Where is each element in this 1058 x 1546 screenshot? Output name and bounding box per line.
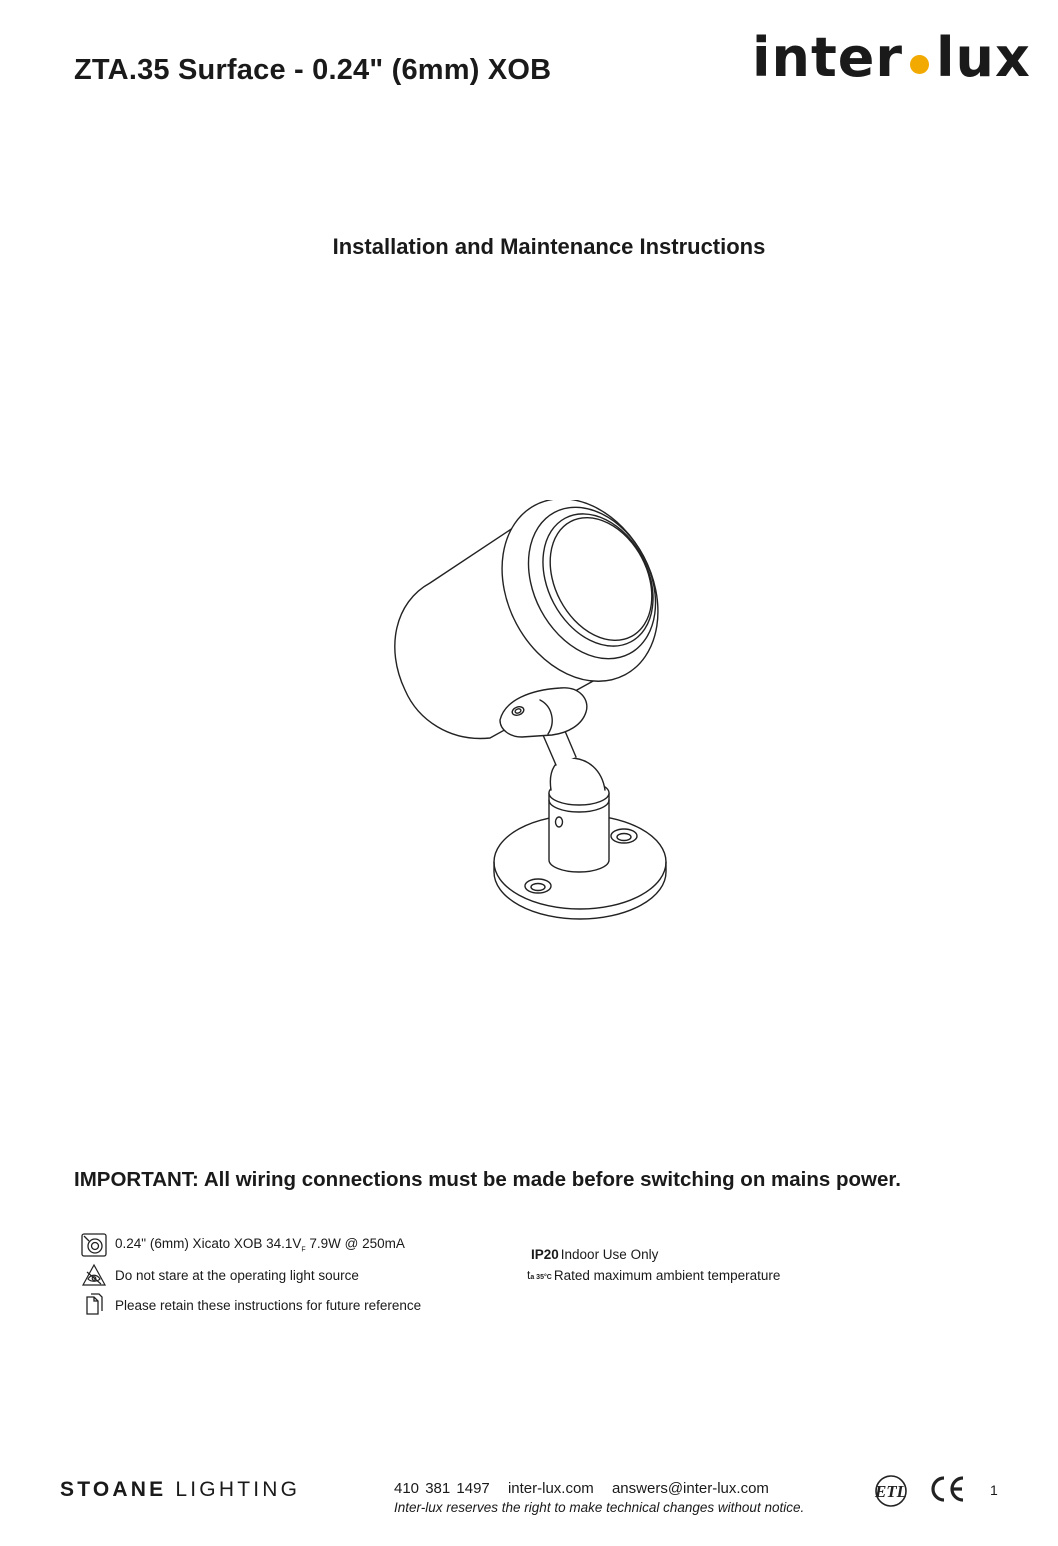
spec-led-power: 7.9W @ 250mA — [305, 1236, 405, 1252]
spec-retain — [80, 1292, 421, 1318]
ta-sub: a 35°C — [530, 1274, 552, 1281]
brand-name-light: LIGHTING — [175, 1478, 301, 1501]
led-chip-icon — [80, 1232, 110, 1258]
product-illustration — [380, 500, 680, 940]
stoane-lighting-brand — [60, 1478, 300, 1502]
rating-ip20 — [531, 1243, 658, 1265]
logo-dot — [910, 55, 929, 74]
contact-website[interactable]: inter-lux.com — [507, 1480, 594, 1497]
etl-listed-icon — [872, 1474, 910, 1508]
document-title: ZTA.35 Surface - 0.24" (6mm) XOB — [74, 54, 552, 86]
ta-text: Rated maximum ambient temperature — [553, 1267, 781, 1283]
ip-text: Indoor Use Only — [560, 1246, 659, 1262]
contact-email[interactable]: answers@inter-lux.com — [611, 1480, 769, 1497]
important-notice: IMPORTANT: All wiring connections must be made before switching on mains power. — [74, 1168, 901, 1191]
no-stare-icon — [80, 1262, 110, 1288]
spec-no-stare-text: Do not stare at the operating light source — [115, 1267, 359, 1283]
rating-ambient-temp — [527, 1264, 780, 1286]
document-icon — [80, 1292, 110, 1318]
svg-text:ETL: ETL — [874, 1482, 908, 1501]
logo-text-left: inter — [752, 25, 904, 89]
ip-code: IP20 — [531, 1246, 559, 1262]
spec-retain-text: Please retain these instructions for future reference — [115, 1297, 422, 1313]
logo-text-right: lux — [936, 25, 1031, 89]
brand-name-bold: STOANE — [60, 1478, 167, 1501]
section-title: Installation and Maintenance Instructions — [332, 234, 766, 259]
interlux-logo — [752, 26, 1031, 88]
disclaimer: Inter-lux reserves the right to make technical changes without notice. — [394, 1500, 805, 1515]
contact-line — [394, 1480, 781, 1497]
page-number: 1 — [990, 1482, 998, 1498]
ce-mark-icon — [928, 1474, 968, 1504]
ta-symbol: ta 35°C — [527, 1268, 552, 1282]
spec-led-vf-sub: F — [301, 1246, 306, 1254]
spec-led-source — [80, 1232, 405, 1258]
spec-led-text: 0.24" (6mm) Xicato XOB 34.1V — [115, 1236, 302, 1252]
spec-no-stare — [80, 1262, 359, 1288]
contact-phone: 410 381 1497 — [394, 1480, 490, 1497]
